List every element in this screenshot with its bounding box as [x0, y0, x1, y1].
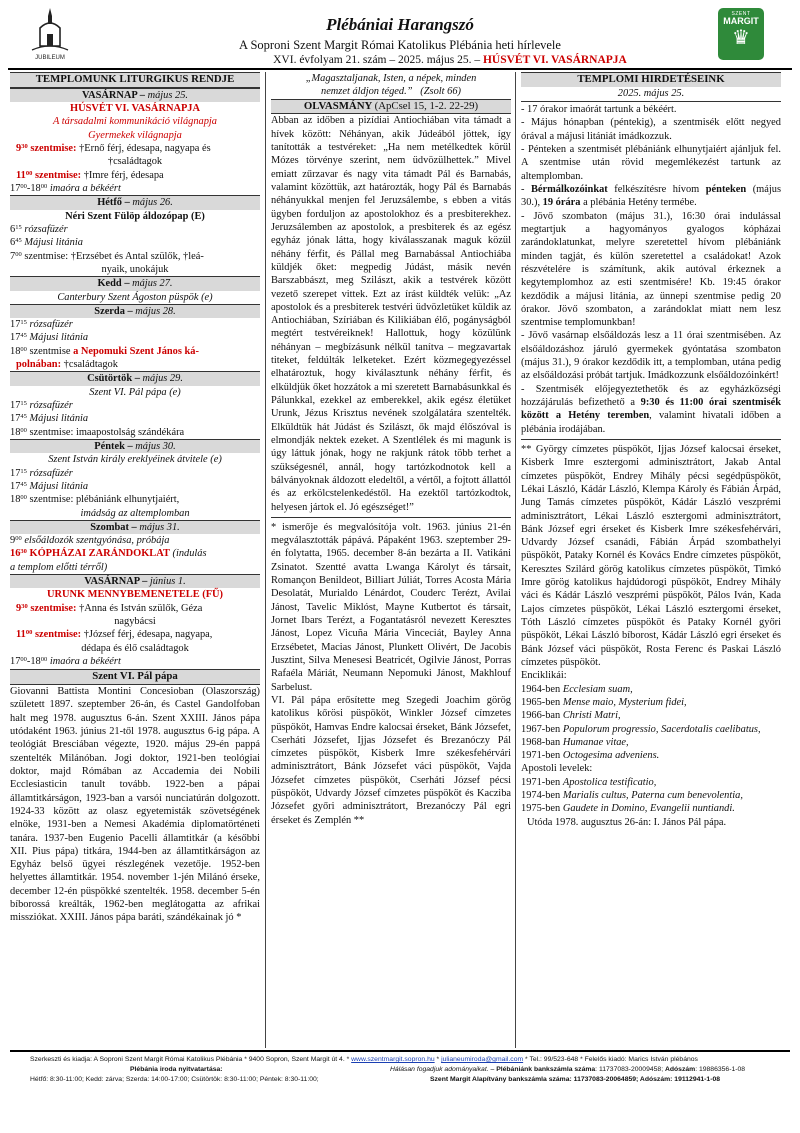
foundation-account: Szent Margit Alapítvány bankszámla száma: 11737083-20064859; Adószám: 19112941-1-08	[430, 1076, 721, 1083]
mass-entry: $9^{30}$ szentmise: †Anna és István szülők, Géza	[16, 602, 203, 614]
mass-entry: $9^{30}$ szentmise: †Ernő férj, édesapa, nagyapa és	[16, 143, 211, 155]
schedule-line-cont: imádság az altemplomban	[80, 507, 190, 519]
section-divider	[521, 439, 781, 440]
notice-item: - 17 órakor imaórát tartunk a békéért.	[521, 104, 677, 116]
office-hours: Hétfő: 8:30-11:00; Kedd: zárva; Szerda: 14:00-17:00; Csütörtök: 8:30-11:00; Péntek: 8:30-11:00;	[30, 1076, 319, 1083]
pope-bishops-cont: ** Györgу címzetes püspököt, Ijjas József kalocsai érseket, Kisberk Imre esztergomi adminisztrátort, Jakab Antal címzetes püspököt, Endrey Mihály pécsi segédpüspököt, Lékai László, Kádár László, Klempa Károly és Fábián Árpád, Jung Tamás címzetes püspököt, Kádár László veszprémi adminisztrátort, Lékai László esztergomi adminisztrátort, Bánk József egri érseket és Kisberk Imre székesfehérvári, Udvardy József csanádi, Fábián Árpád szombathelyi püspököt, Pataky Kornél és Kovács Endre címzetes püspököt, Keresztes Szilárd görög katolikus címzetes püspököt, Timkó Imre görög katolikus hajdúdorogi püspököt, Endrey Mihály váci és Kádár László veszprémi püspököt, Pálos Iván, Kada Lajos címzetes püspököt, Lékai László esztergomi érseket, Tóth László címzetes püspököt és Pataky Kornél győri püspököt, Lékai László bíborost, Kádár László egri érseket és Bánk József váci püspököt, Rosta Ferenc és Paskai László címzetes püspököt.	[521, 443, 781, 668]
sunday-title: URUNK MENNYBEMENETELE (FŰ)	[46, 589, 224, 601]
logo-word-top: SZENT	[731, 11, 751, 17]
newsletter-title: Plébániai Harangszó	[326, 15, 474, 34]
pilgrimage-line: $16^{30}$ KÓPHÁZAI ZARÁNDOKLAT (indulás	[10, 548, 207, 560]
publisher-line: Szerkeszti és kiadja: A Soproni Szent Margit Római Katolikus Plébánia * 9400 Sopron, Szent Margit út 4. * www.szentmargit.sopron.hu * julianeumiroda@gmail.com * Tel.: 99/523-648 * Felelős kiadó: Marics István plébános	[30, 1056, 698, 1063]
schedule-line: $18^{00}$ szentmise: plébániánk elhunytjaiért,	[10, 494, 180, 506]
mass-entry-cont: †családtagok	[107, 156, 163, 168]
masthead	[0, 0, 800, 72]
schedule-line: $17^{15}$ rózsafüzér	[10, 400, 73, 411]
encyclical-item: 1971-ben Octogesima adveniens.	[521, 750, 660, 762]
issue-feast: HÚSVÉT VI. VASÁRNAPJA	[482, 54, 627, 66]
encyclicals-heading: Enciklikái:	[521, 670, 567, 682]
column-divider	[515, 72, 516, 1048]
encyclical-item: 1967-ben Populorum progressio, Sacerdotalis caelibatus,	[521, 723, 761, 735]
mass-entry: $11^{00}$ szentmise: †József férj, édesapa, nagyapa,	[16, 629, 213, 641]
day-tuesday: Kedd – május 27.	[10, 276, 260, 290]
schedule-line: $18^{00}$ szentmise: imaapostolság szándékára	[10, 426, 185, 438]
encyclical-item: 1968-ban Humanae vitae,	[521, 736, 629, 748]
pope-heading: Szent VI. Pál pápa	[10, 669, 260, 685]
column-divider	[265, 72, 266, 1048]
day-monday: Hétfő – május 26.	[10, 195, 260, 209]
liturgy-heading: TEMPLOMUNK LITURGIKUS RENDJE	[10, 72, 260, 88]
prayer-hour: $17^{00}-18^{00}$ imaóra a békéért	[10, 183, 121, 194]
website-link[interactable]: www.szentmargit.sopron.hu	[351, 1056, 435, 1063]
donation-line: Hálásan fogadjuk adományaikat. – Plébániánk bankszámla száma: 11737083-20009458; Adószám: 19886356-1-08	[390, 1066, 746, 1073]
reading-text: Abban az időben a pizídiai Antiochiában vita támadt a hívek között: Néhányan, akik Júdeából jöttek, így tanították a testvéreket: „Ha nem metélkedtek körül Mózes törvénye szerint, nem üdvözülhettek.” Mivel emiatt zűrzavar és nagy vita támadt Pál és Barnabás, valamint közöttük, azt határozták, hogy Pál és Barnabás néhányukkal menjen fel Jeruzsálembe, s ebben a vitás ügyben forduljon az apostolokhoz és a presbiterekhez. Jeruzsálemben az apostolok, a presbiterek és az egész egyház jónak látta, hogy kiválasszanak maguk közül néhány férfit, és Pállal meg Barnabással Antiochiába küldjék őket: megpedig Júdást, másik nevén Barszabbászt, meg Szilászt, akik a testvérek között vezető szerepet vittek. Ezt az írást küldték velük: „Az apostolok és a presbiterek testvéri üdvözletüket küldik az Antiochiában, Szíriában és Kilikiában élő, pogányságból megtért testvéreiknek! Hallottuk, hogy közülünk néhányan – megbízásunk nélkül tanítva – megzavartak titeket, feldúlták lelketeket. Ezért közmegegyezéssel elhatároztuk, hogy kiválasztunk néhány férfit, és elküldjük őket hozzátok a mi szeretett Barnabásunkkal és Pálunkkal, ezekkel az emberekkel, akik egész életüket Urunk, Jézus Krisztus nevének szolgálatára szentelték. Elküldtük hát Júdást és Szilászt, ők majd élőszóval is elmondják nektek ezeket. A Szentlélek és mi magunk is úgy láttuk jónak, hogy ne rakjunk rátok több terhet a szükségesnél, annál, hogy tartózkodnotok kell a bálványoknak áldozott eledeltől, a vértől, a fojtott állattól és az erkölcstelenkedéstől. Ha ezektől tartózkodtok, helyesen jártok el. Jó egészséget!”	[271, 115, 511, 513]
notice-item: - Május hónapban (péntekig), a szentmisék előtt negyed órával a májusi litániát imádkozzuk.	[521, 117, 781, 142]
notices-column	[521, 72, 781, 1048]
schedule-line: $17^{45}$ Májusi litánia	[10, 413, 89, 425]
day-wednesday: Szerda – május 28.	[10, 304, 260, 318]
section-divider	[271, 517, 511, 518]
encyclical-item: 1964-ben Ecclesiam suam,	[521, 683, 633, 695]
mass-entry-cont: dédapa és élő családtagok	[81, 642, 189, 654]
schedule-line-cont: polnában: †családtagok	[16, 359, 118, 371]
szent-margit-logo	[718, 8, 764, 60]
schedule-line: $18^{00}$ szentmise a Nepomuki Szent János ká-	[10, 345, 199, 357]
email-link[interactable]: julianeumiroda@gmail.com	[441, 1056, 524, 1063]
pope-biography-cont: * ismerője és megvalósítója volt. 1963. június 21-én megválasztották pápává. Pápaként 1963. szeptember 29-én folytatta, 1965. december 8-án bezárta a II. Vatikáni Zsinatot. Szentté avatta Lwanga Károlyt és társait, Romançon Benildeot, Billiart Júliát, Torres Acosta Mária Desolatát, Murialdo Lénárdot, Couderc Terézt, Avilai Jánost, Tavelic Miklóst, Mayne Kutbertot és társait, Jornet Ibars Terézt, a Fogantatásról nevezett Keresztes Jánost, Lopez Vicuña Mária Vinceciát, Bayley Anna Erzsébetet, Macias Jánost, Plunkett Olivért, De Jacobis Jusztint, Silva Menesesi Beatricét, Ogilvie Jánost, Porras Rafaéla Máriát, Neumann Nepomuki Jánost, Makhlouf Sarbelust.	[271, 521, 511, 693]
apostolic-letter-item: 1975-ben Gaudete in Domino, Evangelii nuntiandi.	[521, 803, 735, 815]
schedule-line: $6^{15}$ rózsafüzér	[10, 223, 68, 235]
crown-icon: ♛	[732, 27, 750, 50]
notices-date: 2025. május 25.	[617, 87, 685, 99]
day-friday: Péntek – május 30.	[10, 439, 260, 453]
schedule-line: $7^{00}$ szentmise: †Erzsébet és Antal szülők, †leá-	[10, 250, 204, 262]
saint-of-day: Szent István király ereklyéinek átvitele (e)	[48, 454, 222, 466]
notice-item: - Pénteken a szentmisét plébániánk elhunytjaiért ajánljuk fel. A szentmise után rövid megemlékezést tartunk az altemplomban.	[521, 144, 781, 182]
day-sunday: VASÁRNAP – május 25.	[10, 88, 260, 102]
schedule-line: $6^{45}$ Májusi litánia	[10, 237, 83, 249]
reading-heading: OLVASMÁNY (ApCsel 15, 1-2. 22-29)	[271, 99, 511, 115]
schedule-line: $17^{45}$ Májusi litánia	[10, 332, 89, 344]
pope-bishops: VI. Pál pápa erősítette meg Szegedi Joachim görög katolikus kőrösi püspököt, Winkler József címzetes püspököt, Hamvas Endre kalocsai érseket, Bánk Józsefet, Cserháti Józsefet, Ijjas Józsefet és Brezanóczy Pál címzetes püspököt, Kisberk Imre székesfehérvári adminisztrátort, Bánk Józsefet váci püspököt, Vajda Józsefet címzetes püspököt, Cserháti József pécsi püspököt, Udvardy József címzetes püspököt és Kacziba Józsefet győri adminisztrátort, Brezanóczy Pál egri érseket és Zemplén **	[271, 694, 511, 826]
issue-line: XVI. évfolyam 21. szám – 2025. május 25. – HÚSVÉT VI. VASÁRNAPJA	[273, 54, 627, 66]
notices-heading: TEMPLOMI HIRDETÉSEINK	[521, 72, 781, 87]
office-hours-label: Plébánia iroda nyitvatartása:	[130, 1066, 223, 1073]
day-sunday-next: VASÁRNAP – június 1.	[10, 574, 260, 588]
pope-biography: Giovanni Battista Montini Concesioban (Olaszország) született 1897. szeptember 26-án, és Castel Gandolfoban halt meg 1978. augusztus 6-án. Szent XXIII. János pápa utódaként 1963. június 21-től 1978. augusztus 6-ig pápa. A teológiát Bresciában végezte, 1920. május 29-én pappá szentelték Milánóban. Jogi doktor, 1921-ben teológiai doktor, majd Rómában az Accademia dei Nobili Ecclesiasticin tanult tovább. 1922-ben a pápai államtitkárságon, 1923-ban a varsói nunciatúrán dolgozott. 1924-33 között az olasz egyetemisták szövetségének elnöke, 1931-ben a Nemesi Akadémia diplomatörténeti tanára. 1937-ben Eugenio Pacelli államtitkár (a későbbi XII. Pius pápa) titkára, 1944-ben az államtitkárságon az Egyház belső ügyei részlegének vezetője. 1952-ben helyettes államtitkár. 1954. november 1-jén Milánó érseke, december 12-én püspökké szentelték. 1958. december 5-én bíborossá kreálták, 1962-ben meglátogatta az afrikai missziókat. XXIII. János pápa baráti, szándékainak jó *	[10, 686, 260, 924]
sunday-subtitle: Gyermekek világnapja	[88, 129, 182, 141]
header-divider	[8, 68, 792, 70]
mass-entry-cont: nagybácsi	[114, 616, 156, 627]
apostolic-letters-list	[521, 776, 781, 816]
notice-item: - Jövő vasárnap elsőáldozás lesz a 11 órai szentmisében. Az elsőáldozáshoz járuló gyermekek gyóntatása szombaton (május 31.), 9 órakor kezdődik itt, a templomban, utána pedig az elsőáldozási próbát tartjuk. Imádkozzunk elsőáldozóinkért!	[521, 330, 781, 382]
logo-caption: JUBILEUM	[35, 55, 65, 61]
footer	[0, 1050, 800, 1133]
encyclical-item: 1966-ban Christi Matri,	[521, 710, 621, 722]
notice-item: - Szentmisék előjegyeztethetők és az egyházközségi hozzájárulás befizethető a 9:30 és 11:00 órai szentmisék között a Hetény teremben, valamint hivatali időben a plébánia irodájában.	[521, 383, 781, 435]
pilgrimage-line-cont: a templom előtti térről)	[10, 561, 108, 573]
encyclical-item: 1965-ben Mense maio, Mysterium fidei,	[521, 696, 687, 708]
schedule-line: $17^{45}$ Májusi litánia	[10, 480, 89, 492]
day-saturday: Szombat – május 31.	[10, 520, 260, 534]
saint-of-day: Szent VI. Pál pápa (e)	[89, 386, 181, 398]
sunday-title: HÚSVÉT VI. VASÁRNAPJA	[69, 103, 200, 115]
notice-item: - Jövő szombaton (május 31.), 16:30 órai indulással megtartjuk a hagyományos gyalogos kópházai zarándoklatunkat, melyre szeretettel hívom plébániánk minden tagját, és külön szeretettel a családokat! Azok részvételére is számítunk, akik autóval érkeznek a kegytemplomhoz az esti szentmisére! Kb. 19:45 órakor kezdődik a májusi litánia, az ünnepi szentmise pedig 20 órakor. Jövő szombaton, a zarándoklat miatt nem lesz szentmise templomunkban!	[521, 210, 781, 329]
psalm-quote: nemzet áldjon téged.” (Zsolt 66)	[321, 86, 461, 98]
issue-number: XVI. évfolyam 21. szám – 2025. május 25.	[273, 54, 472, 66]
successor-note: Utóda 1978. augusztus 26-án: I. János Pál pápa.	[527, 816, 727, 828]
schedule-line: $9^{00}$ elsőáldozók szentgyónása, próbája	[10, 535, 170, 547]
mass-entry: $11^{00}$ szentmise: †Imre férj, édesapa	[16, 169, 164, 181]
newsletter-subtitle: A Soproni Szent Margit Római Katolikus Plébánia heti hírlevele	[239, 38, 561, 52]
apostolic-letters-heading: Apostoli levelek:	[521, 763, 593, 775]
footer-divider	[10, 1050, 790, 1052]
schedule-line-cont: nyaik, unokájuk	[101, 263, 169, 275]
notice-item: - Bérmálkozóinkat felkészítésre hívom pénteken (május 30.), 19 órára a plébánia Hetény termébe.	[521, 184, 781, 209]
encyclicals-list	[521, 683, 781, 763]
apostolic-letter-item: 1971-ben Apostolica testificatio,	[521, 776, 657, 788]
apostolic-letter-item: 1974-ben Marialis cultus, Paterna cum benevolentia,	[521, 790, 743, 802]
saint-of-day: Canterbury Szent Ágoston püspök (e)	[57, 291, 213, 303]
sunday-subtitle: A társadalmi kommunikáció világnapja	[52, 116, 218, 128]
day-thursday: Csütörtök – május 29.	[10, 371, 260, 385]
liturgy-column	[10, 72, 260, 1048]
logo-word-main: MARGIT	[723, 16, 759, 27]
section-divider	[521, 101, 781, 102]
schedule-line: $17^{15}$ rózsafüzér	[10, 467, 73, 479]
schedule-line: $17^{15}$ rózsafüzér	[10, 319, 73, 331]
prayer-hour: $17^{00}-18^{00}$ imaóra a békéért	[10, 655, 121, 667]
reading-column	[271, 72, 511, 1048]
saint-of-day: Néri Szent Fülöp áldozópap (E)	[65, 210, 205, 222]
psalm-quote: „Magasztaljanak, Isten, a népek, minden	[305, 73, 477, 84]
